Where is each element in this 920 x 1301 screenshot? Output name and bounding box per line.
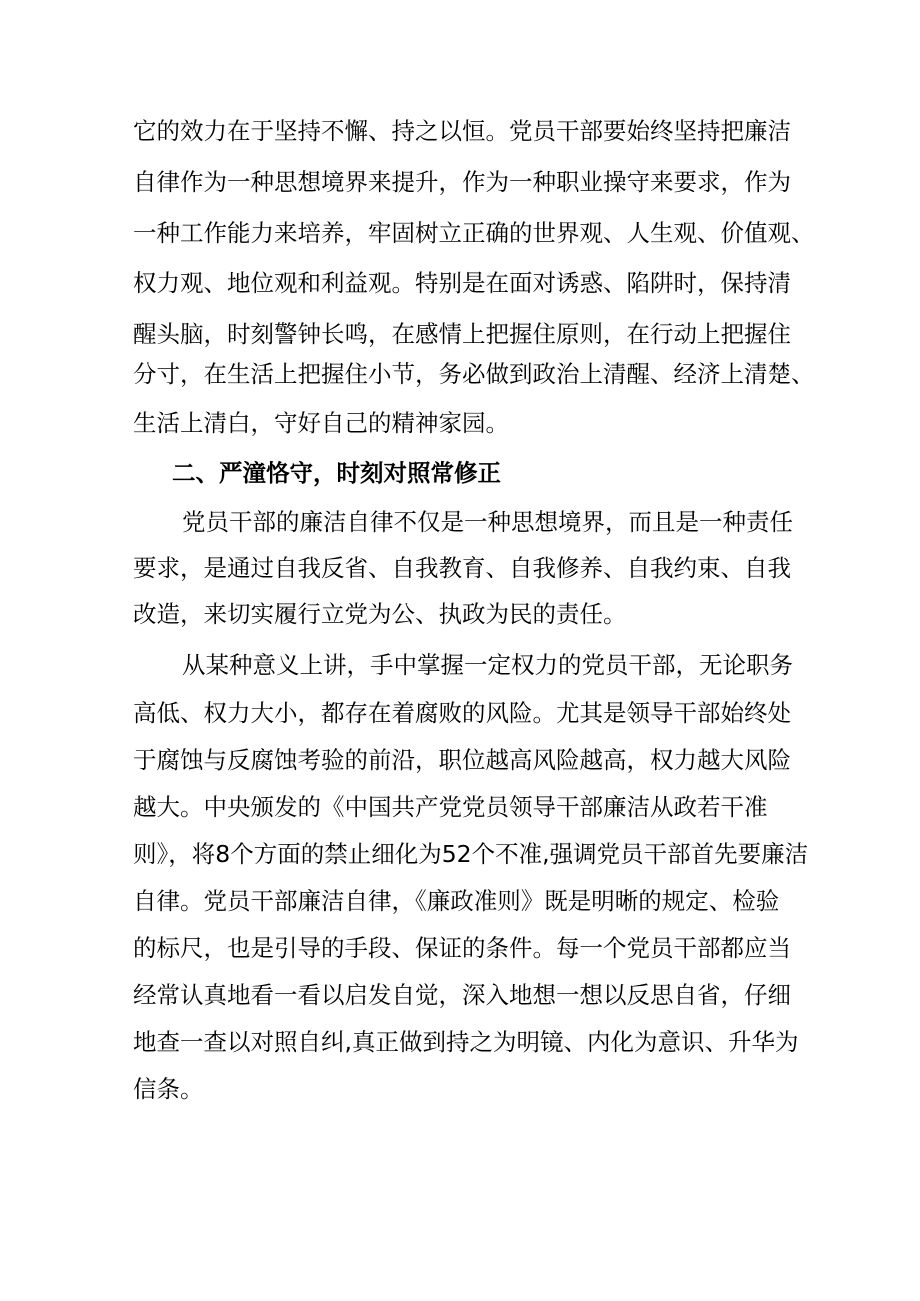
paragraph-2-line: 要求，是通过自我反省、自我教育、自我修养、自我约束、自我 bbox=[133, 554, 791, 582]
paragraph-1-line: 一种工作能力来培养，牢固树立正确的世界观、人生观、价值观、 bbox=[133, 219, 815, 247]
paragraph-3-line: 经常认真地看一看以启发自觉，深入地想一想以反思自省，仔细 bbox=[133, 981, 791, 1009]
paragraph-3-line: 地查一查以对照自纠,真正做到持之为明镜、内化为意识、升华为 bbox=[133, 1028, 799, 1056]
paragraph-3-line: 越大。中央颁发的《中国共产党党员领导干部廉洁从政若干准 bbox=[133, 793, 768, 821]
paragraph-3-line: 自律。党员干部廉洁自律，《廉政准则》既是明晰的规定、检验 bbox=[133, 887, 780, 915]
paragraph-1-line: 自律作为一种思想境界来提升，作为一种职业操守来要求，作为 bbox=[133, 168, 791, 196]
paragraph-1-line: 醒头脑，时刻警钟长鸣，在感情上把握住原则，在行动上把握住 bbox=[133, 320, 791, 348]
paragraph-3-line: 高低、权力大小，都存在着腐败的风险。尤其是领导干部始终处 bbox=[133, 699, 791, 727]
paragraph-1-line: 分寸，在生活上把握住小节，务必做到政治上清醒、经济上清楚、 bbox=[133, 360, 815, 388]
section-heading: 二、严潼恪守，时刻对照常修正 bbox=[172, 459, 501, 487]
paragraph-3-line: 则》，将8个方面的禁止细化为52个不准,强调党员干部首先要廉洁 bbox=[133, 840, 809, 868]
paragraph-1-line: 权力观、地位观和利益观。特别是在面对诱惑、陷阱时，保持清 bbox=[133, 269, 791, 297]
paragraph-3-line: 信条。 bbox=[133, 1075, 204, 1103]
paragraph-2-line: 改造，来切实履行立党为公、执政为民的责任。 bbox=[133, 600, 627, 628]
paragraph-1-line: 它的效力在于坚持不懈、持之以恒。党员干部要始终坚持把廉洁 bbox=[133, 117, 791, 145]
paragraph-1-line: 生活上清白，守好自己的精神家园。 bbox=[133, 409, 509, 437]
paragraph-3-line: 于腐蚀与反腐蚀考验的前沿，职位越高风险越高，权力越大风险 bbox=[133, 746, 791, 774]
paragraph-3-line: 的标尺，也是引导的手段、保证的条件。每一个党员干部都应当 bbox=[133, 934, 791, 962]
paragraph-3-line: 从某种意义上讲，手中掌握一定权力的党员干部，无论职务 bbox=[182, 651, 793, 679]
paragraph-2-line: 党员干部的廉洁自律不仅是一种思想境界，而且是一种责任 bbox=[182, 508, 793, 536]
